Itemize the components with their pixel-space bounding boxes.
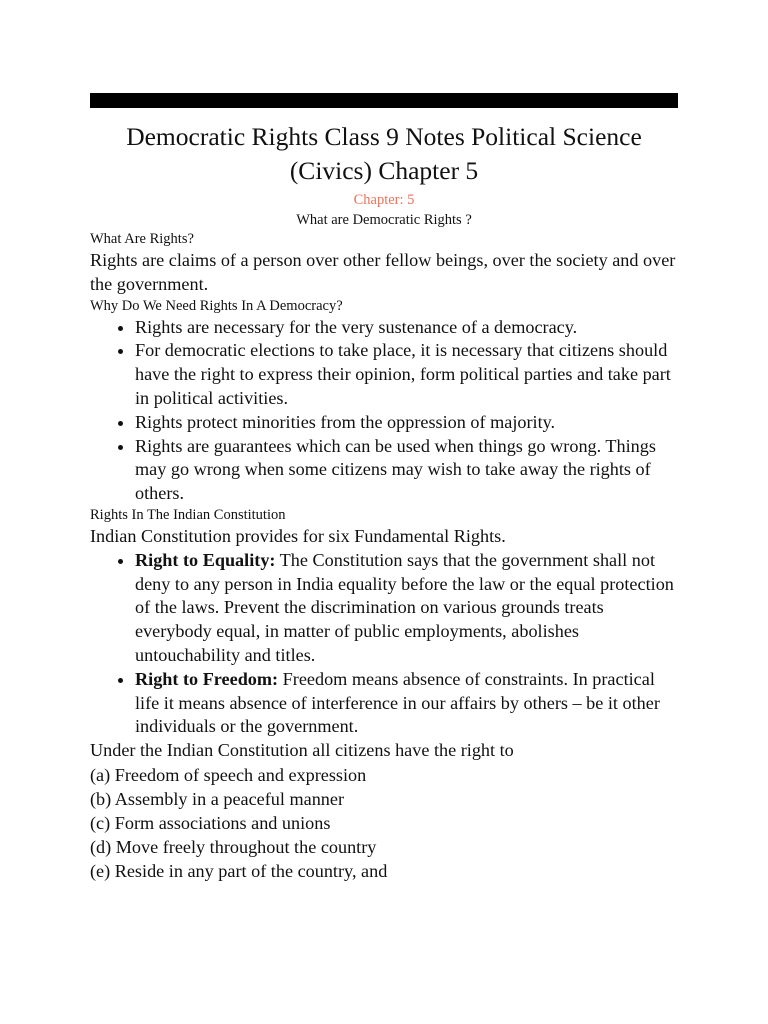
header-bar <box>90 93 678 108</box>
list-item: • Rights are guarantees which can be used when things go wrong. Things may go wrong when some citizens may wish to take away the rights of others. <box>135 435 678 506</box>
freedom-item-b: (b) Assembly in a peaceful manner <box>90 788 345 809</box>
right-to-equality-text: The Constitution says that the government shall not deny to any person in India equality before the law or the equal protection of the laws. Prevent the discrimination on various grounds treats everybody equal, in matter of public employments, abolishes untouchability and titles. <box>135 549 674 665</box>
list-item: • For democratic elections to take place, it is necessary that citizens should have the right to express their opinion, form political parties and take part in political activities. <box>135 339 678 410</box>
right-to-freedom-text: Freedom means absence of constraints. In practical life it means absence of interference in our affairs by others – be it other individuals or the government. <box>135 668 660 737</box>
section-heading-why-need-rights: Why Do We Need Rights In A Democracy? <box>90 297 343 314</box>
constitution-intro: Indian Constitution provides for six Fundamental Rights. <box>90 525 506 546</box>
section-heading-what-are-rights: What Are Rights? <box>90 231 194 247</box>
page-title: Democratic Rights Class 9 Notes Political Science (Civics) Chapter 5 <box>126 122 642 185</box>
page-subtitle: What are Democratic Rights ? <box>296 212 472 228</box>
document-page <box>90 93 678 883</box>
list-item: • Rights are necessary for the very sustenance of a democracy. <box>135 316 678 340</box>
freedom-item-a: (a) Freedom of speech and expression <box>90 764 367 785</box>
chapter-label: Chapter: 5 <box>353 192 415 208</box>
list-item <box>135 668 678 739</box>
freedom-item-d: (d) Move freely throughout the country <box>90 836 377 857</box>
right-to-freedom-term: Right to Freedom: <box>135 668 279 689</box>
why-rights-list <box>90 316 678 506</box>
right-to-equality-term: Right to Equality: <box>135 549 276 570</box>
freedom-item-e: (e) Reside in any part of the country, and <box>90 860 388 881</box>
fundamental-rights-list <box>90 549 678 739</box>
freedom-intro: Under the Indian Constitution all citizens have the right to <box>90 740 514 761</box>
freedom-item-c: (c) Form associations and unions <box>90 812 331 833</box>
list-item: • Rights protect minorities from the oppression of majority. <box>135 411 678 435</box>
section-heading-constitution-rights: Rights In The Indian Constitution <box>90 506 286 523</box>
rights-definition: Rights are claims of a person over other fellow beings, over the society and over the government. <box>90 250 676 294</box>
list-item <box>135 549 678 668</box>
